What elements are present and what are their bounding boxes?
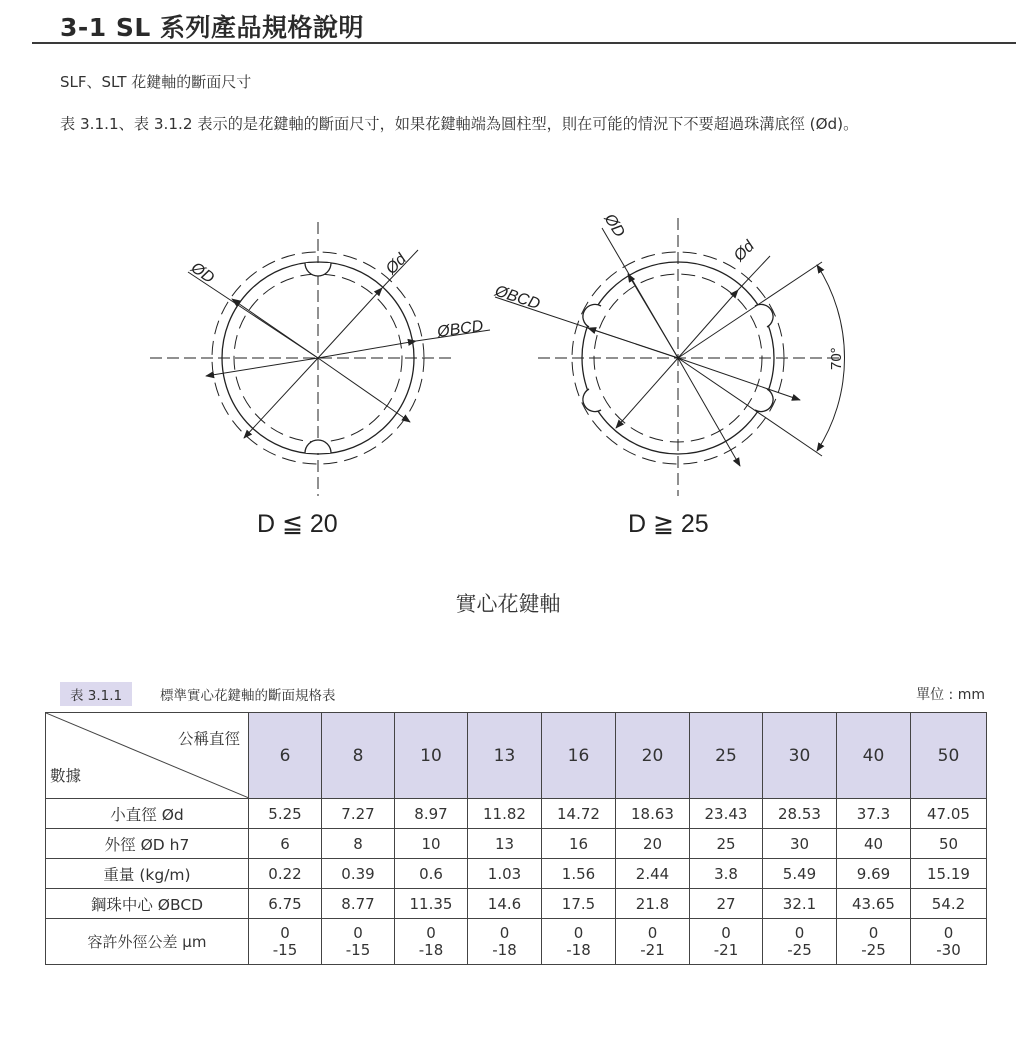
table-cell: 8.97 bbox=[395, 799, 468, 829]
row-label: 重量 (kg/m) bbox=[46, 859, 249, 889]
size-header: 30 bbox=[763, 713, 837, 799]
size-header: 16 bbox=[542, 713, 616, 799]
table-cell: 10 bbox=[395, 829, 468, 859]
table-cell: 2.44 bbox=[616, 859, 690, 889]
row-label: 容許外徑公差 μm bbox=[46, 919, 249, 965]
table-cell: 28.53 bbox=[763, 799, 837, 829]
description-paragraph: 表 3.1.1、表 3.1.2 表示的是花鍵軸的斷面尺寸，如果花鍵軸端為圓柱型，則在可能的情況下不要超過珠溝底徑 (Ød)。 bbox=[60, 115, 859, 133]
tolerance-upper: 0 bbox=[721, 923, 731, 942]
table-cell: 18.63 bbox=[616, 799, 690, 829]
size-header: 50 bbox=[911, 713, 987, 799]
table-cell: 25 bbox=[690, 829, 763, 859]
table-cell: 16 bbox=[542, 829, 616, 859]
table-cell: 43.65 bbox=[837, 889, 911, 919]
tolerance-upper: 0 bbox=[499, 923, 510, 942]
tolerance-upper: 0 bbox=[943, 923, 954, 942]
tolerance-upper: 0 bbox=[794, 923, 805, 942]
table-row bbox=[46, 829, 987, 859]
tolerance-lower: -30 bbox=[936, 940, 961, 959]
table-row bbox=[46, 889, 987, 919]
table-cell: 8.77 bbox=[322, 889, 395, 919]
size-header: 6 bbox=[249, 713, 322, 799]
section-title: 3-1 SL 系列產品規格說明 bbox=[60, 13, 365, 42]
tolerance-cell bbox=[690, 919, 763, 965]
tolerance-cell bbox=[395, 919, 468, 965]
right-angle-label: 70° bbox=[828, 347, 845, 370]
size-header: 13 bbox=[468, 713, 542, 799]
tolerance-cell bbox=[542, 919, 616, 965]
table-cell: 0.22 bbox=[249, 859, 322, 889]
tolerance-upper: 0 bbox=[280, 923, 290, 942]
table-row bbox=[46, 799, 987, 829]
tolerance-lower: -15 bbox=[345, 940, 371, 959]
tolerance-lower: -18 bbox=[492, 940, 517, 959]
table-cell: 9.69 bbox=[837, 859, 911, 889]
table-cell: 37.3 bbox=[837, 799, 911, 829]
tolerance-upper: 0 bbox=[868, 923, 879, 942]
table-cell: 30 bbox=[763, 829, 837, 859]
tolerance-cell bbox=[322, 919, 395, 965]
tolerance-cell bbox=[837, 919, 911, 965]
tolerance-cell bbox=[468, 919, 542, 965]
table-cell: 3.8 bbox=[690, 859, 763, 889]
size-header: 10 bbox=[395, 713, 468, 799]
left-bcd-label: ØBCD bbox=[436, 317, 485, 341]
table-cell: 14.6 bbox=[468, 889, 542, 919]
size-header: 20 bbox=[616, 713, 690, 799]
table-cell: 8 bbox=[322, 829, 395, 859]
table-cell: 0.39 bbox=[322, 859, 395, 889]
table-cell: 11.82 bbox=[468, 799, 542, 829]
tolerance-upper: 0 bbox=[647, 923, 658, 942]
right-bcd-label: ØBCD bbox=[492, 282, 542, 314]
table-header-bar bbox=[60, 681, 985, 705]
tolerance-upper: 0 bbox=[353, 923, 363, 942]
size-header: 25 bbox=[690, 713, 763, 799]
table-cell: 23.43 bbox=[690, 799, 763, 829]
table-cell: 11.35 bbox=[395, 889, 468, 919]
tolerance-cell bbox=[763, 919, 837, 965]
tolerance-lower: -25 bbox=[787, 940, 812, 959]
left-caption: D ≦ 20 bbox=[257, 510, 338, 538]
table-title: 標準實心花鍵軸的斷面規格表 bbox=[160, 688, 336, 704]
table-unit: 單位 : mm bbox=[916, 687, 985, 703]
table-cell: 1.56 bbox=[542, 859, 616, 889]
tolerance-cell bbox=[249, 919, 322, 965]
diagram-title: 實心花鍵軸 bbox=[455, 592, 561, 616]
row-label: 小直徑 Ød bbox=[46, 799, 249, 829]
size-header: 8 bbox=[322, 713, 395, 799]
right-d-label: Ød bbox=[730, 237, 758, 265]
table-cell: 0.6 bbox=[395, 859, 468, 889]
tolerance-lower: -18 bbox=[566, 940, 591, 959]
tolerance-lower: -21 bbox=[640, 940, 665, 959]
table-cell: 7.27 bbox=[322, 799, 395, 829]
tolerance-lower: -18 bbox=[418, 940, 444, 959]
table-number-label: 表 3.1.1 bbox=[60, 682, 132, 706]
corner-cell bbox=[46, 713, 249, 799]
row-label: 鋼珠中心 ØBCD bbox=[46, 889, 249, 919]
subtitle: SLF、SLT 花鍵軸的斷面尺寸 bbox=[60, 73, 252, 91]
tolerance-upper: 0 bbox=[426, 923, 436, 942]
table-cell: 27 bbox=[690, 889, 763, 919]
tolerance-cell bbox=[616, 919, 690, 965]
corner-label-nominal: 公稱直徑 bbox=[177, 730, 240, 748]
table-header-row bbox=[46, 713, 987, 799]
table-cell: 1.03 bbox=[468, 859, 542, 889]
tolerance-lower: -25 bbox=[861, 940, 886, 959]
table-cell: 40 bbox=[837, 829, 911, 859]
spline-shaft-diagram bbox=[0, 200, 1016, 500]
table-cell: 5.49 bbox=[763, 859, 837, 889]
left-od-label: ØD bbox=[187, 259, 218, 288]
size-header: 40 bbox=[837, 713, 911, 799]
right-od-label: ØD bbox=[600, 211, 628, 241]
table-cell: 54.2 bbox=[911, 889, 987, 919]
right-caption: D ≧ 25 bbox=[628, 510, 709, 538]
table-row bbox=[46, 859, 987, 889]
left-d-label: Ød bbox=[382, 250, 410, 278]
tolerance-cell bbox=[911, 919, 987, 965]
table-cell: 32.1 bbox=[763, 889, 837, 919]
tolerance-upper: 0 bbox=[573, 923, 584, 942]
table-cell: 21.8 bbox=[616, 889, 690, 919]
corner-label-data: 數據 bbox=[50, 767, 82, 785]
tolerance-lower: -15 bbox=[272, 940, 298, 959]
spec-table bbox=[45, 712, 987, 965]
right-shaft-drawing bbox=[495, 218, 845, 496]
table-cell: 15.19 bbox=[911, 859, 987, 889]
table-cell: 5.25 bbox=[249, 799, 322, 829]
tolerance-lower: -21 bbox=[713, 940, 739, 959]
tolerance-row bbox=[46, 919, 987, 965]
table-cell: 14.72 bbox=[542, 799, 616, 829]
table-cell: 47.05 bbox=[911, 799, 987, 829]
table-cell: 6.75 bbox=[249, 889, 322, 919]
table-cell: 13 bbox=[468, 829, 542, 859]
table-cell: 20 bbox=[616, 829, 690, 859]
table-cell: 50 bbox=[911, 829, 987, 859]
section-title-rule bbox=[32, 42, 1016, 44]
table-cell: 6 bbox=[249, 829, 322, 859]
table-cell: 17.5 bbox=[542, 889, 616, 919]
row-label: 外徑 ØD h7 bbox=[46, 829, 249, 859]
